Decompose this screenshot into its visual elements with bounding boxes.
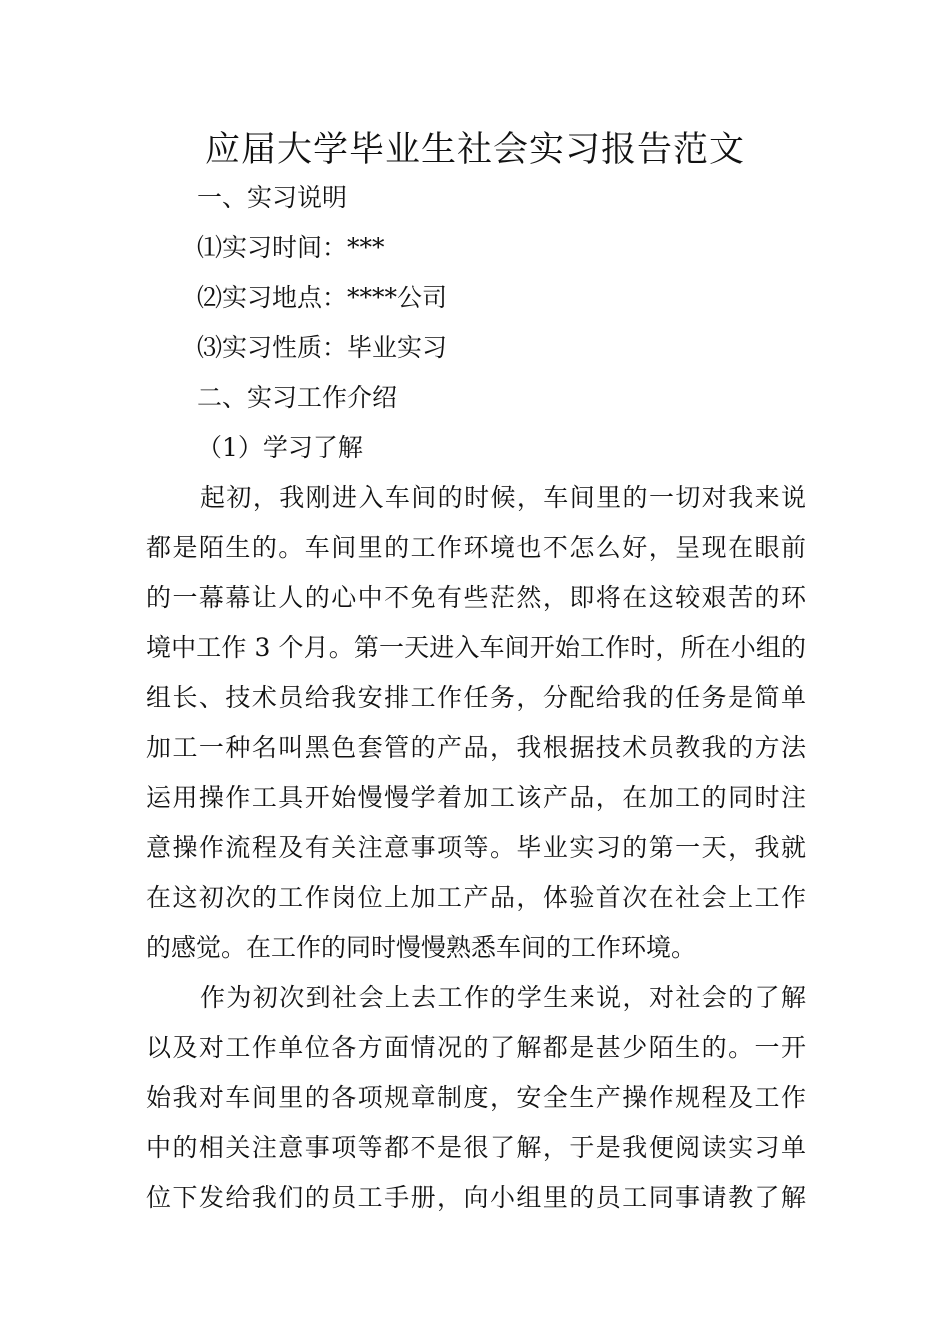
document-title: 应届大学毕业生社会实习报告范文: [204, 130, 745, 170]
paragraph-1-line: 加工一种名叫黑色套管的产品，我根据技术员教我的方法: [146, 733, 806, 762]
section-heading-1: 一、实习说明: [197, 183, 348, 212]
paragraph-1-line: 的感觉。在工作的同时慢慢熟悉车间的工作环境。: [146, 933, 697, 962]
internship-location: ⑵实习地点：****公司: [197, 283, 448, 312]
internship-nature: ⑶实习性质：毕业实习: [197, 333, 448, 362]
paragraph-1-line: 在这初次的工作岗位上加工产品，体验首次在社会上工作: [146, 883, 806, 912]
paragraph-2-line: 中的相关注意事项等都不是很了解，于是我便阅读实习单: [146, 1133, 806, 1162]
paragraph-2-line: 始我对车间里的各项规章制度，安全生产操作规程及工作: [146, 1083, 806, 1112]
paragraph-1-line: 境中工作 3 个月。第一天进入车间开始工作时，所在小组的: [146, 633, 806, 662]
paragraph-1-line: 都是陌生的。车间里的工作环境也不怎么好，呈现在眼前: [146, 533, 806, 562]
paragraph-2-line: 作为初次到社会上去工作的学生来说，对社会的了解: [200, 983, 806, 1012]
paragraph-1-line: 组长、技术员给我安排工作任务，分配给我的任务是简单: [146, 683, 806, 712]
paragraph-1-line: 的一幕幕让人的心中不免有些茫然，即将在这较艰苦的环: [146, 583, 806, 612]
internship-time: ⑴实习时间：***: [197, 233, 385, 262]
paragraph-1-line: 运用操作工具开始慢慢学着加工该产品，在加工的同时注: [146, 783, 806, 812]
paragraph-2-line: 以及对工作单位各方面情况的了解都是甚少陌生的。一开: [146, 1033, 806, 1062]
paragraph-1-line: 意操作流程及有关注意事项等。毕业实习的第一天，我就: [146, 833, 806, 862]
subsection-heading-1: （1）学习了解: [197, 433, 363, 462]
section-heading-2: 二、实习工作介绍: [197, 383, 398, 412]
paragraph-1-line: 起初，我刚进入车间的时候，车间里的一切对我来说: [200, 483, 806, 512]
paragraph-2-line: 位下发给我们的员工手册，向小组里的员工同事请教了解: [146, 1183, 806, 1212]
